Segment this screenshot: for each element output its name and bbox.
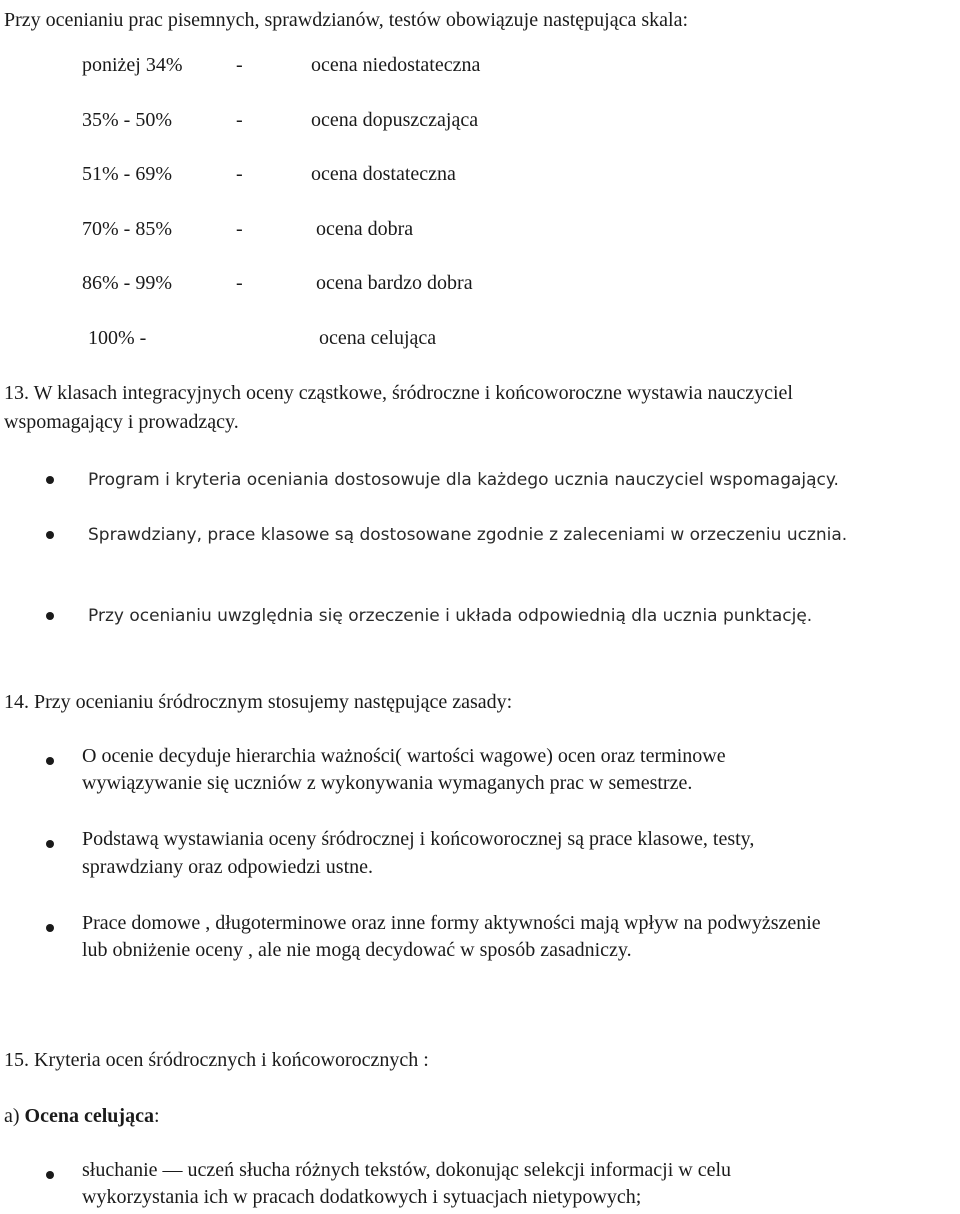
section-14-heading: 14. Przy ocenianiu śródrocznym stosujemy następujące zasady: bbox=[4, 691, 513, 713]
scale-range: 70% - 85% bbox=[82, 218, 172, 240]
bullet-icon bbox=[46, 924, 54, 932]
scale-range: 86% - 99% bbox=[82, 272, 172, 294]
subsection-prefix: a) bbox=[4, 1105, 25, 1127]
section-15-heading: 15. Kryteria ocen śródrocznych i końcoworocznych : bbox=[4, 1049, 429, 1071]
scale-grade: ocena dostateczna bbox=[311, 163, 456, 185]
bullet-icon bbox=[46, 531, 54, 539]
bullet-icon bbox=[46, 612, 54, 620]
section-14-bullet-line: sprawdziany oraz odpowiedzi ustne. bbox=[82, 856, 374, 878]
bullet-icon bbox=[46, 840, 54, 848]
subsection-suffix: : bbox=[153, 1105, 160, 1127]
scale-grade: ocena dopuszczająca bbox=[311, 109, 479, 131]
scale-dash: - bbox=[236, 163, 243, 185]
section-15-bullet-line: wykorzystania ich w pracach dodatkowych i sytuacjach nietypowych; bbox=[82, 1186, 642, 1208]
scale-range: 100% - bbox=[88, 327, 147, 349]
scale-dash: - bbox=[236, 218, 243, 240]
section-13-bullet: Przy ocenianiu uwzględnia się orzeczenie i układa odpowiednią dla ucznia punktację. bbox=[88, 606, 813, 626]
section-14-bullet-line: wywiązywanie się uczniów z wykonywania wymaganych prac w semestrze. bbox=[82, 772, 693, 794]
section-13-bullet: Sprawdziany, prace klasowe są dostosowane zgodnie z zaleceniami w orzeczeniu ucznia. bbox=[88, 525, 848, 545]
section-14-bullet-line: Prace domowe , długoterminowe oraz inne formy aktywności mają wpływ na podwyższenie bbox=[82, 912, 821, 934]
section-14-bullet-line: Podstawą wystawiania oceny śródrocznej i końcoworocznej są prace klasowe, testy, bbox=[82, 828, 755, 850]
section-15-bullet-line: słuchanie — uczeń słucha różnych tekstów, dokonując selekcji informacji w celu bbox=[82, 1159, 732, 1181]
scale-grade: ocena bardzo dobra bbox=[316, 272, 473, 294]
bullet-icon bbox=[46, 757, 54, 765]
scale-range: 51% - 69% bbox=[82, 163, 172, 185]
bullet-icon bbox=[46, 1171, 54, 1179]
scale-intro: Przy ocenianiu prac pisemnych, sprawdzianów, testów obowiązuje następująca skala: bbox=[4, 9, 689, 31]
scale-grade: ocena celująca bbox=[319, 327, 437, 349]
section-14-bullet-line: O ocenie decyduje hierarchia ważności( wartości wagowe) ocen oraz terminowe bbox=[82, 745, 726, 767]
subsection-a-heading bbox=[4, 1103, 160, 1129]
section-13-bullet: Program i kryteria oceniania dostosowuje dla każdego ucznia nauczyciel wspomagający. bbox=[88, 470, 839, 490]
scale-dash: - bbox=[236, 109, 243, 131]
scale-dash: - bbox=[236, 272, 243, 294]
bullet-icon bbox=[46, 476, 54, 484]
scale-range: 35% - 50% bbox=[82, 109, 172, 131]
scale-grade: ocena dobra bbox=[316, 218, 414, 240]
section-14-bullet-line: lub obniżenie oceny , ale nie mogą decydować w sposób zasadniczy. bbox=[82, 939, 632, 961]
scale-dash: - bbox=[236, 54, 243, 76]
subsection-title: Ocena celująca bbox=[24, 1105, 154, 1127]
scale-range: poniżej 34% bbox=[82, 54, 183, 76]
scale-grade: ocena niedostateczna bbox=[311, 54, 481, 76]
section-13-text: wspomagający i prowadzący. bbox=[4, 411, 239, 433]
section-13-text: 13. W klasach integracyjnych oceny cząstkowe, śródroczne i końcoworoczne wystawia nauczyciel bbox=[4, 382, 793, 404]
